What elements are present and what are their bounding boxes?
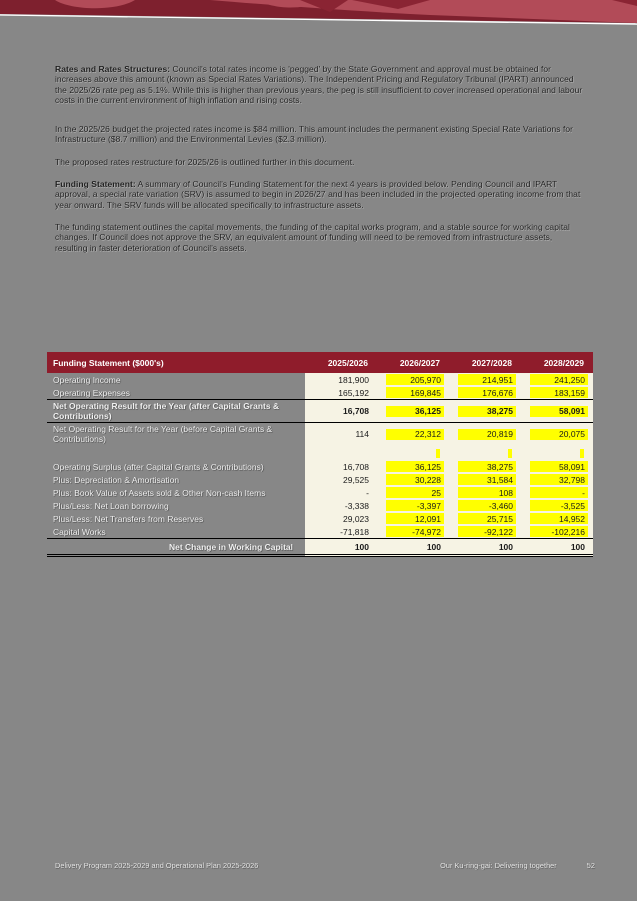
cell-value: 100 [426, 541, 441, 552]
row-label: Operating Surplus (after Capital Grants & Contributions) [53, 461, 264, 472]
table-row-net-change-working-capital [47, 539, 593, 556]
header-decoration [0, 0, 637, 28]
cell-value: 36,125 [386, 461, 444, 472]
header-decoration-graphic [0, 0, 637, 28]
cell-value: 14,952 [530, 513, 588, 524]
cell-value: -71,818 [340, 526, 369, 537]
paragraph-text: Council's total rates income is 'pegged' by the State Government and approval must be obtained for increases above this amount (known as Special Rates Variations). The Independent Pricing and Regulatory Tribunal (IPART) announced the 2025/26 rate peg as 5.1%. While this is higher than previous years, the peg is still insufficient to cover increased operational and labour costs in the current environment of high inflation and rising costs. [55, 64, 583, 105]
table-row [47, 499, 593, 512]
footer-document-title: Delivery Program 2025-2029 and Operational Plan 2025-2026 [55, 861, 259, 870]
row-label: Plus: Depreciation & Amortisation [53, 474, 180, 485]
cell-value: -3,525 [530, 500, 588, 511]
cell-value: 36,125 [386, 406, 444, 417]
page-body [55, 64, 587, 265]
column-header-2026-2027: 2026/2027 [377, 352, 449, 373]
cell-value: 205,970 [386, 374, 444, 385]
cell-value: 20,075 [530, 429, 588, 440]
table-row [47, 486, 593, 499]
cell-value: 31,584 [458, 474, 516, 485]
row-label: Plus/Less: Net Loan borrowing [53, 500, 169, 511]
cell-value: 183,159 [530, 387, 588, 398]
cell-value: 32,798 [530, 474, 588, 485]
paragraph-funding-statement [55, 179, 587, 210]
cell-value: -3,338 [344, 500, 369, 511]
cell-value: -92,122 [458, 526, 516, 537]
paragraph-funding-outline [55, 222, 587, 253]
table-row-net-operating-before [47, 423, 593, 446]
cell-value: 29,023 [343, 513, 369, 524]
cell-value: 108 [458, 487, 516, 498]
paragraph-text: In the 2025/26 budget the projected rates income is $84 million. This amount includes the permanent existing Special Rate Variations for Infrastructure ($8.7 million) and the Environmental Levies ($2.3 million). [55, 124, 573, 145]
footer-tagline: Our Ku-ring-gai: Delivering together [440, 861, 557, 870]
row-label: Plus/Less: Net Transfers from Reserves [53, 513, 204, 524]
highlight-sliver [436, 449, 440, 458]
cell-value: 241,250 [530, 374, 588, 385]
column-header-2028-2029: 2028/2029 [521, 352, 593, 373]
table-row [47, 386, 593, 400]
paragraph-lead: Rates and Rates Structures: [55, 64, 171, 74]
cell-value: 181,900 [338, 374, 369, 385]
row-label: Net Change in Working Capital [47, 539, 305, 556]
cell-value: 100 [354, 541, 369, 552]
cell-value: 176,676 [458, 387, 516, 398]
cell-value: 25 [386, 487, 444, 498]
table-row-net-operating-after [47, 400, 593, 423]
cell-value: -3,397 [386, 500, 444, 511]
cell-value: 29,525 [343, 474, 369, 485]
cell-value: 25,715 [458, 513, 516, 524]
table-row [47, 473, 593, 486]
table-row [47, 460, 593, 473]
cell-value: 58,091 [530, 406, 588, 417]
table-row [47, 525, 593, 539]
table-row [47, 512, 593, 525]
cell-value: 38,275 [458, 406, 516, 417]
cell-value: 100 [570, 541, 585, 552]
highlight-sliver [508, 449, 512, 458]
cell-value: 165,192 [338, 387, 369, 398]
cell-value: -102,216 [530, 526, 588, 537]
cell-value: 100 [498, 541, 513, 552]
cell-value: 58,091 [530, 461, 588, 472]
cell-value: 16,708 [343, 461, 369, 472]
paragraph-text: A summary of Council's Funding Statement for the next 4 years is provided below. Pending Council and IPART approval, a special rate variation (SRV) is assumed to begin in 2026/27 and has been included in the projected operating income from that year onward. The SRV funds will be allocated specifically to infrastructure assets. [55, 179, 581, 210]
column-header-2027-2028: 2027/2028 [449, 352, 521, 373]
row-label: Operating Income [53, 374, 121, 385]
cell-value: 214,951 [458, 374, 516, 385]
row-label: Operating Expenses [53, 387, 131, 398]
highlight-sliver [580, 449, 584, 458]
cell-value: 169,845 [386, 387, 444, 398]
cell-value: 22,312 [386, 429, 444, 440]
row-label: Plus: Book Value of Assets sold & Other Non-cash Items [53, 487, 266, 498]
table-row [47, 373, 593, 386]
cell-value: 38,275 [458, 461, 516, 472]
cell-value: 114 [355, 429, 369, 439]
cell-value: - [366, 487, 369, 498]
table-title: Funding Statement ($000's) [47, 352, 305, 373]
paragraph-text: The funding statement outlines the capital movements, the funding of the capital works program, and a stable source for working capital changes. If Council does not approve the SRV, an equivalent amount of funding will need to be removed from infrastructure assets, resulting in faster deterioration of Council's assets. [55, 221, 570, 253]
cell-value: -74,972 [386, 526, 444, 537]
paragraph-rates-restructure [55, 157, 587, 167]
paragraph-rates-income [55, 124, 587, 145]
row-label: Net Operating Result for the Year (before Capital Grants & Contributions) [53, 424, 273, 444]
row-label: Net Operating Result for the Year (after Capital Grants & Contributions) [47, 400, 305, 423]
row-label: Capital Works [53, 526, 106, 537]
column-header-2025-2026: 2025/2026 [305, 352, 377, 373]
page-footer [55, 861, 595, 870]
cell-value: - [530, 487, 588, 498]
table-header-row [47, 352, 593, 373]
paragraph-lead: Funding Statement: [55, 179, 136, 190]
paragraph-text: The proposed rates restructure for 2025/26 is outlined further in this document. [55, 156, 355, 167]
cell-value: 16,708 [343, 406, 369, 416]
cell-value: 30,228 [386, 474, 444, 485]
cell-value: 20,819 [458, 429, 516, 440]
paragraph-rates-structures [55, 64, 587, 105]
funding-statement-table [47, 352, 593, 557]
cell-value: -3,460 [458, 500, 516, 511]
table-spacer-row [47, 445, 593, 460]
cell-value: 12,091 [386, 513, 444, 524]
page-number: 52 [586, 861, 595, 870]
